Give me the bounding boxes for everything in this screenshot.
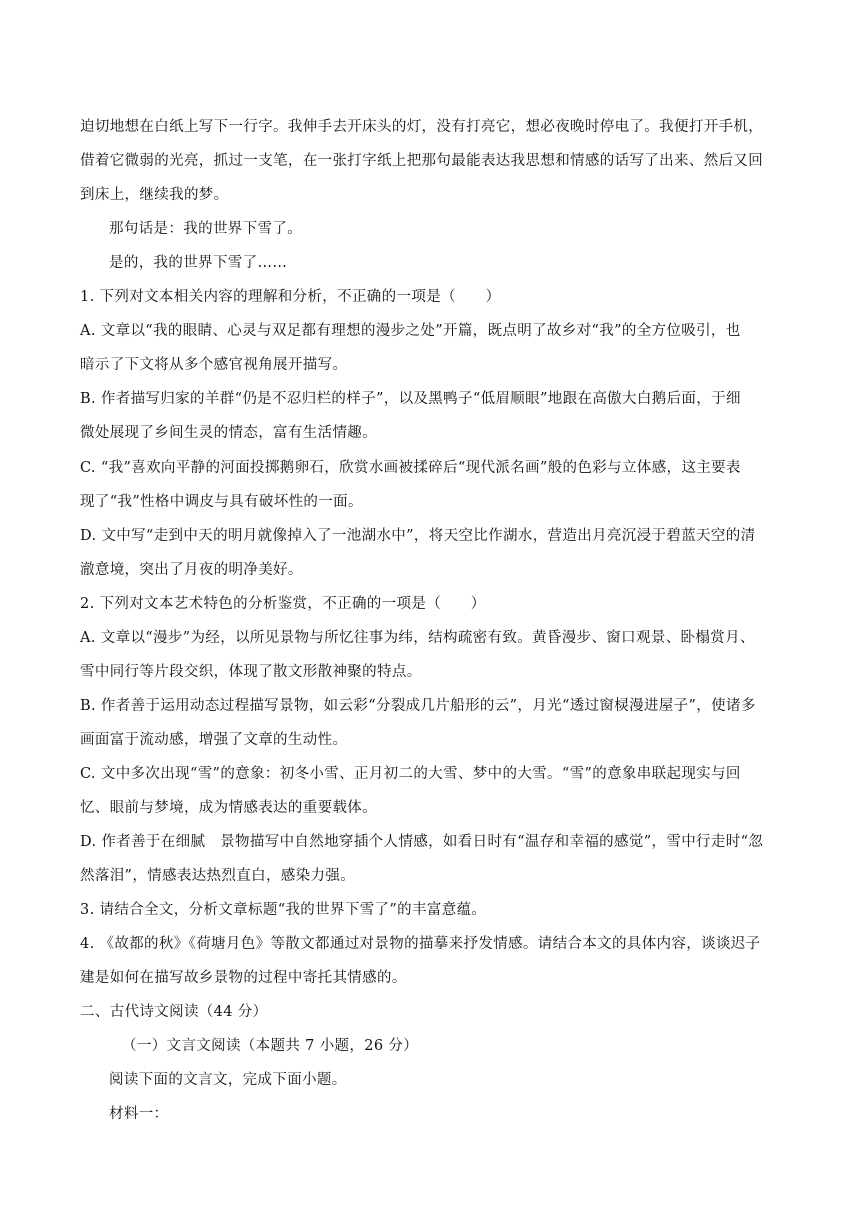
material-label: 材料一：: [109, 1106, 169, 1122]
question-1-stem: 1. 下列对文本相关内容的理解和分析，不正确的一项是（ ）: [80, 289, 501, 305]
question-4: 4. 《故都的秋》《荷塘月色》等散文都通过对景物的描摹来抒发情感。请结合本文的具体内容，谈谈迟子: [80, 936, 761, 952]
question-1-option-d: 澈意境，突出了月夜的明净美好。: [80, 562, 303, 578]
passage-line: 迫切地想在白纸上写下一行字。我伸手去开床头的灯，没有打亮它，想必夜晚时停电了。我便打开手机，: [80, 119, 764, 135]
question-1-option-a: 暗示了下文将从多个感官视角展开描写。: [80, 357, 348, 373]
question-4: 建是如何在描写故乡景物的过程中寄托其情感的。: [80, 970, 407, 986]
question-2-option-a: A. 文章以“漫步”为经，以所见景物与所忆往事为纬，结构疏密有致。黄昏漫步、窗口观景、卧榻赏月、: [80, 630, 755, 646]
subsection-heading: （一）文言文阅读（本题共 7 小题，26 分）: [122, 1038, 419, 1054]
question-2-option-d: 然落泪”，情感表达热烈直白，感染力强。: [80, 868, 356, 884]
question-1-option-b: B. 作者描写归家的羊群“仍是不忍归栏的样子”，以及黑鸭子“低眉顺眼”地跟在高傲大白鹅后面，于细: [80, 391, 741, 407]
section-heading: 二、古代诗文阅读（44 分）: [80, 1004, 268, 1020]
question-2-option-c: C. 文中多次出现“雪”的意象：初冬小雪、正月初二的大雪、梦中的大雪。“雪”的意象串联起现实与回: [80, 766, 741, 782]
question-2-stem: 2. 下列对文本艺术特色的分析鉴赏，不正确的一项是（ ）: [80, 596, 486, 612]
question-2-option-c: 忆、眼前与梦境，成为情感表达的重要载体。: [80, 800, 377, 816]
question-1-option-c: C. “我”喜欢向平静的河面投掷鹅卵石，欣赏水画被揉碎后“现代派名画”般的色彩与立体感，这主要表: [80, 460, 741, 476]
question-1-option-b: 微处展现了乡间生灵的情态，富有生活情趣。: [80, 425, 377, 441]
question-3: 3. 请结合全文，分析文章标题“我的世界下雪了”的丰富意蕴。: [80, 902, 487, 918]
passage-paragraph: 是的，我的世界下雪了……: [109, 255, 288, 271]
question-2-option-b: B. 作者善于运用动态过程描写景物，如云彩“分裂成几片船形的云”，月光“透过窗棂漫进屋子”，使诸多: [80, 698, 756, 714]
instruction-text: 阅读下面的文言文，完成下面小题。: [109, 1072, 347, 1088]
passage-line: 借着它微弱的光亮，抓过一支笔，在一张打字纸上把那句最能表达我思想和情感的话写了出来、然后又回: [80, 153, 764, 169]
passage-line: 到床上，继续我的梦。: [80, 187, 229, 203]
passage-paragraph: 那句话是：我的世界下雪了。: [109, 221, 303, 237]
question-2-option-b: 画面富于流动感，增强了文章的生动性。: [80, 732, 348, 748]
question-1-option-a: A. 文章以“我的眼睛、心灵与双足都有理想的漫步之处”开篇，既点明了故乡对“我”的全方位吸引，也: [80, 323, 741, 339]
question-2-option-a: 雪中同行等片段交织，体现了散文形散神聚的特点。: [80, 664, 422, 680]
question-1-option-c: 现了“我”性格中调皮与具有破坏性的一面。: [80, 494, 363, 510]
question-1-option-d: D. 文中写“走到中天的明月就像掉入了一池湖水中”，将天空比作湖水，营造出月亮沉浸于碧蓝天空的清: [80, 528, 756, 544]
question-2-option-d: D. 作者善于在细腻 景物描写中自然地穿插个人情感，如看日时有“温存和幸福的感觉”，雪中行走时“忽: [80, 834, 764, 850]
